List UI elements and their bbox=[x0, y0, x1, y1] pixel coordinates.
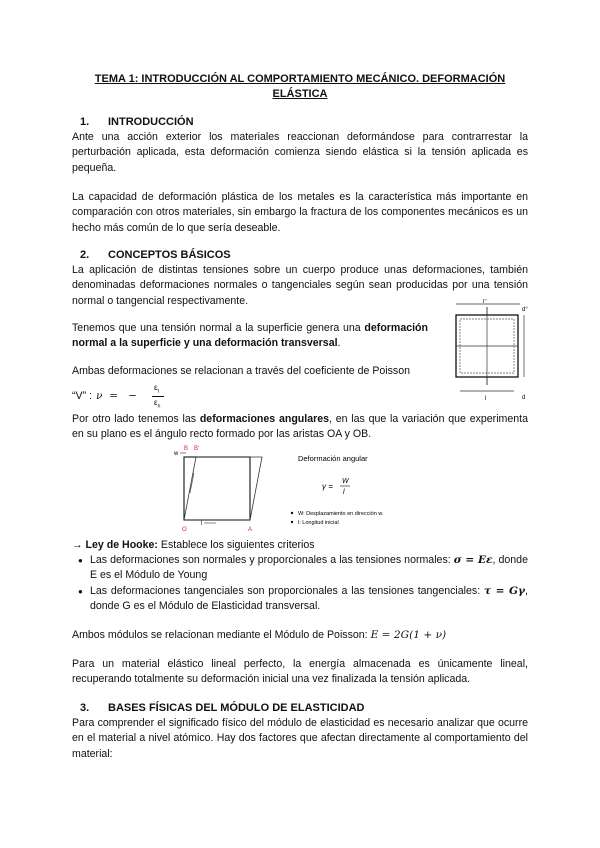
fig2-w-label: w bbox=[174, 451, 179, 457]
fig2-legend-w: W: Desplazamiento en dirección w. bbox=[298, 511, 384, 517]
title-line-1: TEMA 1: INTRODUCCIÓN AL COMPORTAMIENTO MECÁNICO. DEFORMACIÓN bbox=[94, 73, 506, 85]
section-3-number: 3. bbox=[80, 702, 90, 714]
section-2-title: CONCEPTOS BÁSICOS bbox=[108, 249, 231, 261]
section-1-paragraph-1: Ante una acción exterior los materiales reaccionan deformándose para contrarrestar la perturbación aplicada, esta deformación comienza siendo elástica si la tensión aplicada es pequeña. bbox=[72, 131, 528, 174]
shear-formula: τ = Gγ bbox=[483, 585, 526, 597]
fig2-b-prime-label: B' bbox=[194, 446, 200, 452]
section-2-paragraph-3: Ambas deformaciones se relacionan a través del coeficiente de Poisson bbox=[72, 365, 411, 377]
section-2-paragraph-4 bbox=[72, 412, 528, 443]
section-3-title: BASES FÍSICAS DEL MÓDULO DE ELASTICIDAD bbox=[108, 702, 365, 714]
poisson-num-symbol: ε bbox=[154, 383, 158, 392]
modules-relation-formula: E = 2G(1 + ν) bbox=[370, 629, 447, 641]
fig2-caption-title: Deformación angular bbox=[298, 454, 368, 463]
hooke-bullet-2-text: Las deformaciones tangenciales son proporcionales a las tensiones tangenciales: bbox=[90, 585, 481, 597]
poisson-den-sub: n bbox=[157, 403, 161, 410]
fig1-right-bottom-label: d bbox=[522, 395, 526, 401]
angular-deformation-bold: deformaciones angulares bbox=[199, 413, 330, 425]
fig1-right-top-label: d° bbox=[522, 307, 528, 313]
fig2-gamma-denominator: l bbox=[343, 489, 345, 496]
hooke-law-line bbox=[72, 538, 528, 553]
fig2-b-label: B bbox=[184, 446, 189, 452]
section-2-paragraph-2 bbox=[72, 321, 428, 352]
fig2-legend-bullet-1 bbox=[291, 512, 293, 514]
section-1-paragraph-2: La capacidad de deformación plástica de los metales es la característica más importante en comparación con otros materiales, sin embargo la fractura de los componentes mecánicos es un hecho más común de lo que sería deseable. bbox=[72, 191, 528, 234]
angular-deformation-figure bbox=[170, 443, 450, 535]
poisson-fraction-bar bbox=[152, 396, 164, 397]
normal-deformation-bold: deformación normal a la superficie y una deformación transversal bbox=[72, 322, 428, 350]
hooke-law-text: Establece los siguientes criterios bbox=[157, 539, 315, 551]
fig2-legend-l: l: Longitud inicial bbox=[298, 520, 339, 526]
fig2-gamma-numerator: W bbox=[342, 478, 349, 485]
title-line-2: ELÁSTICA bbox=[272, 88, 328, 100]
fig1-top-label: l° bbox=[483, 299, 487, 305]
poisson-den-symbol: ε bbox=[154, 398, 158, 407]
section-1-heading bbox=[80, 116, 194, 128]
document-title bbox=[72, 72, 528, 102]
fig2-gamma-lhs: γ = bbox=[322, 482, 333, 491]
poisson-num-sub: t bbox=[157, 388, 159, 395]
fig2-legend-bullet-2 bbox=[291, 521, 293, 523]
angular-intro-text: Por otro lado tenemos las bbox=[72, 413, 197, 425]
section-2-paragraph-5: Para un material elástico lineal perfecto, la energía almacenada es únicamente lineal, recuperando totalmente su deformación inicial una vez finalizada la tensión aplicada. bbox=[72, 658, 528, 686]
fig2-l-label: l bbox=[201, 521, 203, 527]
fig1-bottom-label: l bbox=[485, 396, 487, 402]
normal-deformation-figure bbox=[446, 299, 530, 403]
fig2-a-label: A bbox=[248, 527, 253, 533]
hooke-law-title: Ley de Hooke: bbox=[85, 539, 158, 551]
poisson-denominator bbox=[154, 398, 160, 410]
modules-relation-text: Ambos módulos se relacionan mediante el Módulo de Poisson: bbox=[72, 629, 368, 641]
hooke-bullet-1 bbox=[90, 553, 528, 584]
normal-deformation-period: . bbox=[337, 337, 341, 350]
section-2-number: 2. bbox=[80, 249, 90, 261]
section-2-paragraph-1: La aplicación de distintas tensiones sobre un cuerpo produce unas deformaciones, también denominadas deformaciones normales o tangenciales según sean producidas por una tensión normal o tangencial respectivamente. bbox=[72, 264, 528, 307]
section-1-number: 1. bbox=[80, 116, 90, 128]
fig2-o-label: O bbox=[182, 527, 187, 533]
section-3-heading bbox=[80, 702, 364, 714]
hooke-bullet-1-tail: , donde E es el Módulo de Young bbox=[90, 554, 528, 582]
arrow-icon: → bbox=[72, 539, 83, 551]
poisson-lhs: ν = − bbox=[96, 390, 138, 402]
angular-deformation-rest: , en las que la variación que experimenta en su plano es el ángulo recto formado por las aristas OA y OB. bbox=[72, 413, 528, 441]
section-1-title: INTRODUCCIÓN bbox=[108, 116, 194, 128]
normal-stress-text: Tenemos que una tensión normal a la superficie genera una bbox=[72, 322, 361, 334]
hooke-bullet-2-tail: , donde G es el Módulo de Elasticidad transversal. bbox=[90, 585, 528, 613]
poisson-formula bbox=[72, 383, 192, 413]
young-formula: σ = Eε bbox=[453, 554, 493, 566]
modules-relation bbox=[72, 628, 528, 643]
hooke-bullet-1-text: Las deformaciones son normales y proporcionales a las tensiones normales: bbox=[90, 554, 451, 566]
section-3-paragraph-1: Para comprender el significado físico del módulo de elasticidad es necesario analizar que ocurre en el material a nivel atómico. Hay dos factores que afectan directamente al comportamiento del material: bbox=[72, 717, 528, 760]
poisson-label: “V” : bbox=[72, 390, 93, 402]
hooke-bullet-2 bbox=[90, 584, 528, 615]
section-2-heading bbox=[80, 249, 231, 261]
poisson-numerator bbox=[154, 383, 159, 395]
